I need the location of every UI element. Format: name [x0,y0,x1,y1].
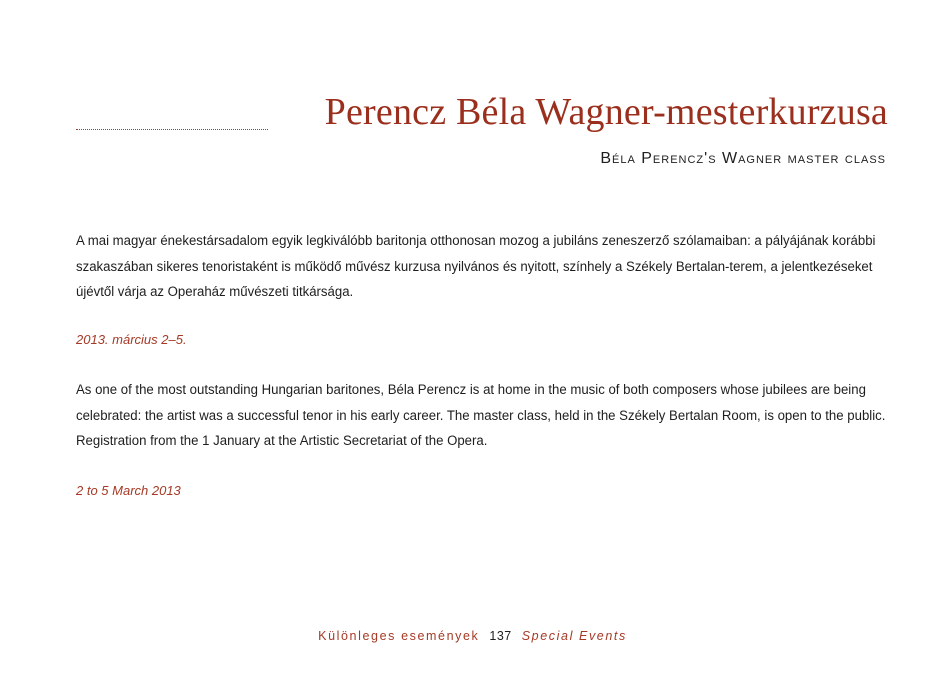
english-date: 2 to 5 March 2013 [76,483,181,498]
footer-section-hungarian: Különleges események [318,629,480,643]
dotted-rule [76,129,268,130]
page-number: 137 [489,629,512,643]
hungarian-date: 2013. március 2–5. [76,332,187,347]
page-subtitle: Béla Perencz's Wagner master class [600,150,886,167]
english-paragraph: As one of the most outstanding Hungarian baritones, Béla Perencz is at home in the music of both composers whose jubilees are being celebrated: the artist was a successful tenor in his early career. The master class, held in the Székely Bertalan Room, is open to the public. Registration from the 1 January at the Artistic Secretariat of the Opera. [76,382,886,449]
title-row [76,86,888,134]
hungarian-paragraph: A mai magyar énekestársadalom egyik legkiválóbb baritonja otthonosan mozog a jubiláns zeneszerző szólamaiban: a pályájának korábbi szakaszában sikeres tenoristaként is működő művész kurzusa nyilvános és nyitott, színhely a Székely Bertalan-terem, a jelentkezéseket újévtől várja az Operaház művészeti titkársága. [76,233,876,300]
page-footer [0,627,945,645]
page-title: Perencz Béla Wagner-mesterkurzusa [324,91,888,133]
footer-section-english: Special Events [521,629,627,643]
